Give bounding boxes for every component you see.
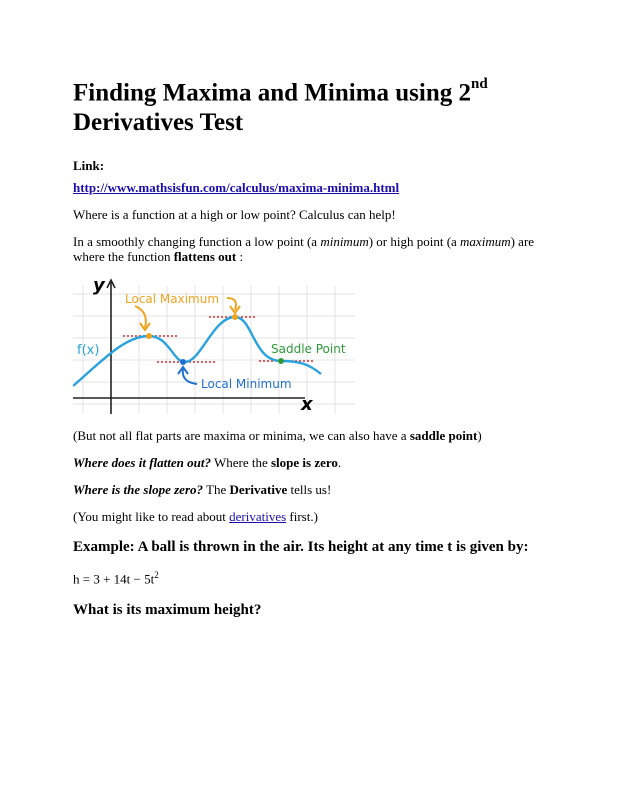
- equation-exponent: 2: [154, 570, 159, 581]
- flatten-paragraph: [73, 234, 548, 264]
- link-label: Link:: [73, 158, 105, 174]
- title-main: Finding Maxima and Minima using 2: [73, 79, 471, 107]
- local-max-label: Local Maximum: [125, 292, 220, 307]
- maximum-term: maximum: [460, 234, 511, 250]
- fx-label: f(x): [77, 343, 100, 359]
- text-span: (But not all flat parts are maxima or minima, we can also have a: [73, 428, 410, 444]
- title-line2: Derivatives Test: [73, 109, 244, 137]
- text-span: ): [477, 428, 482, 444]
- flatten-question: [73, 455, 548, 470]
- text-span: :: [236, 249, 244, 265]
- question-text: Where does it flatten out?: [73, 455, 211, 471]
- text-span: .: [337, 455, 342, 471]
- slope-question: [73, 482, 548, 497]
- minimum-term: minimum: [320, 234, 369, 250]
- derivative-term: Derivative: [229, 482, 288, 498]
- x-axis-label: x: [301, 394, 313, 416]
- saddle-label: Saddle Point: [271, 342, 346, 357]
- text-span: (You might like to read about: [73, 509, 230, 525]
- function-graph: [73, 276, 355, 416]
- equation-text: h = 3 + 14t − 5t: [73, 571, 155, 587]
- text-span: Where the: [210, 455, 271, 471]
- text-span: first.): [286, 509, 318, 525]
- derivatives-paragraph: [73, 509, 548, 524]
- flattens-term: flattens out: [173, 249, 237, 265]
- height-equation: [73, 568, 548, 586]
- maxima-minima-figure: [73, 276, 355, 416]
- title-superscript: nd: [471, 76, 488, 92]
- text-span: ) or high point (a: [368, 234, 461, 250]
- text-span: The: [203, 482, 230, 498]
- question-heading: What is its maximum height?: [73, 601, 262, 618]
- slope-term: slope is zero: [271, 455, 338, 471]
- question-text: Where is the slope zero?: [73, 482, 203, 498]
- intro-paragraph: Where is a function at a high or low point? Calculus can help!: [73, 207, 396, 223]
- derivatives-link[interactable]: derivatives: [229, 509, 287, 525]
- text-span: In a smoothly changing function a low point (a: [73, 234, 321, 250]
- local-min-label: Local Minimum: [201, 377, 292, 392]
- source-link[interactable]: http://www.mathsisfun.com/calculus/maxima-minima.html: [73, 180, 400, 196]
- text-span: ) are where the function: [73, 234, 535, 265]
- y-axis-label: y: [93, 276, 105, 297]
- page-title: [73, 72, 548, 138]
- example-heading: Example: A ball is thrown in the air. Its height at any time t is given by:: [73, 539, 529, 556]
- saddle-paragraph: [73, 428, 548, 443]
- saddle-term: saddle point: [409, 428, 478, 444]
- text-span: tells us!: [287, 482, 332, 498]
- document-content: [73, 72, 548, 631]
